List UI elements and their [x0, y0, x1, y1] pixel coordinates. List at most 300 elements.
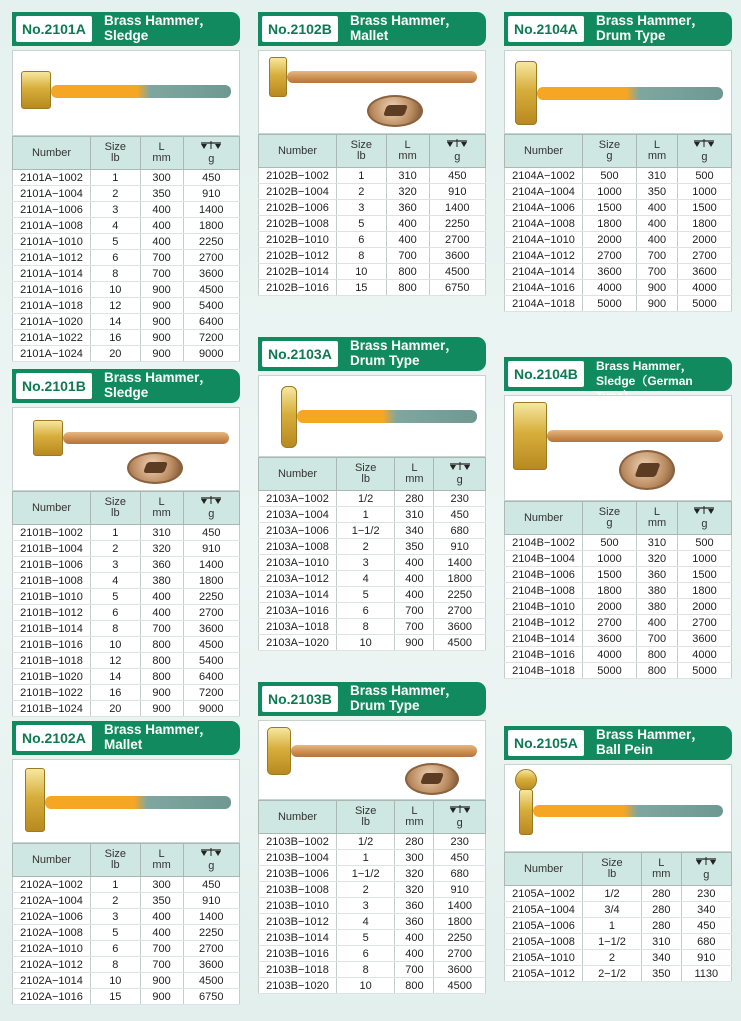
col-length: L mm	[395, 801, 434, 834]
cell-number: 2103B−1016	[259, 946, 337, 962]
cell-length: 340	[395, 523, 434, 539]
cell-number: 2102B−1012	[259, 248, 337, 264]
product-header	[12, 369, 240, 403]
cell-weight: 3600	[429, 248, 485, 264]
cell-length: 280	[641, 902, 681, 918]
product-title: Brass Hammer，Mallet	[104, 722, 213, 752]
table-row	[505, 535, 732, 551]
cell-length: 900	[140, 989, 183, 1005]
cell-weight: 2700	[429, 232, 485, 248]
cell-size: 1	[91, 170, 141, 186]
table-row	[505, 168, 732, 184]
table-row	[505, 886, 732, 902]
cell-size: 5	[337, 587, 395, 603]
cell-length: 400	[386, 216, 429, 232]
cell-size: 3	[91, 202, 141, 218]
cell-weight: 3600	[677, 631, 731, 647]
cell-number: 2102A−1014	[13, 973, 91, 989]
cell-number: 2103B−1008	[259, 882, 337, 898]
cell-length: 380	[636, 599, 677, 615]
product-title: Brass Hammer，Drum Type	[350, 338, 459, 368]
cell-number: 2102A−1010	[13, 941, 91, 957]
product-number: No.2101A	[16, 16, 92, 42]
cell-number: 2103B−1014	[259, 930, 337, 946]
end-view-icon	[367, 95, 423, 127]
cell-length: 400	[140, 589, 183, 605]
product-number: No.2104A	[508, 16, 584, 42]
cell-size: 1/2	[337, 491, 395, 507]
product-header	[258, 337, 486, 371]
cell-number: 2105A−1002	[505, 886, 583, 902]
weight-unit: g	[454, 151, 461, 163]
cell-length: 800	[636, 663, 677, 679]
cell-length: 310	[140, 525, 183, 541]
spec-table	[258, 800, 486, 994]
cell-weight: 680	[681, 934, 731, 950]
cell-weight: 910	[183, 541, 239, 557]
col-number: Number	[259, 135, 337, 168]
cell-size: 4000	[583, 647, 637, 663]
cell-weight: 500	[677, 168, 731, 184]
cell-size: 3600	[583, 264, 637, 280]
cell-length: 300	[395, 850, 434, 866]
cell-weight: 3600	[434, 619, 486, 635]
cell-length: 310	[641, 934, 681, 950]
cell-weight: 1800	[183, 573, 239, 589]
cell-length: 350	[140, 893, 183, 909]
table-row	[259, 882, 486, 898]
col-weight	[434, 458, 486, 491]
table-row	[259, 946, 486, 962]
cell-number: 2102A−1004	[13, 893, 91, 909]
cell-weight: 500	[677, 535, 731, 551]
cell-weight: 2700	[183, 605, 239, 621]
cell-number: 2104A−1004	[505, 184, 583, 200]
scale-icon	[446, 139, 468, 149]
cell-weight: 450	[429, 168, 485, 184]
cell-length: 400	[140, 605, 183, 621]
table-row	[259, 587, 486, 603]
cell-size: 2	[337, 539, 395, 555]
cell-number: 2103A−1014	[259, 587, 337, 603]
table-row	[505, 184, 732, 200]
cell-length: 280	[395, 491, 434, 507]
table-row	[13, 701, 240, 717]
cell-length: 340	[641, 950, 681, 966]
cell-weight: 7200	[183, 685, 239, 701]
cell-number: 2101A−1014	[13, 266, 91, 282]
cell-size: 3	[91, 909, 141, 925]
cell-number: 2103B−1018	[259, 962, 337, 978]
cell-size: 6	[337, 946, 395, 962]
cell-length: 320	[386, 184, 429, 200]
col-length: L mm	[395, 458, 434, 491]
col-weight	[434, 801, 486, 834]
cell-weight: 910	[183, 186, 239, 202]
cell-weight: 4000	[677, 280, 731, 296]
cell-number: 2104A−1012	[505, 248, 583, 264]
table-row	[259, 914, 486, 930]
cell-weight: 2250	[429, 216, 485, 232]
cell-length: 360	[395, 914, 434, 930]
cell-number: 2102A−1002	[13, 877, 91, 893]
cell-length: 300	[140, 877, 183, 893]
cell-weight: 910	[183, 893, 239, 909]
cell-size: 5	[91, 925, 141, 941]
cell-number: 2103B−1006	[259, 866, 337, 882]
cell-size: 500	[583, 168, 637, 184]
col-size: Size lb	[91, 137, 141, 170]
cell-number: 2101B−1014	[13, 621, 91, 637]
product-title: Brass Hammer，Mallet	[350, 13, 459, 43]
cell-size: 4000	[583, 280, 637, 296]
cell-weight: 9000	[183, 346, 239, 362]
cell-size: 3	[337, 555, 395, 571]
cell-size: 2000	[583, 232, 637, 248]
cell-number: 2101A−1016	[13, 282, 91, 298]
cell-number: 2104A−1016	[505, 280, 583, 296]
product-title: Brass Hammer，Drum Type	[350, 683, 459, 713]
cell-size: 8	[337, 248, 387, 264]
table-row	[505, 200, 732, 216]
cell-weight: 1400	[183, 557, 239, 573]
table-row	[259, 200, 486, 216]
table-row	[505, 264, 732, 280]
end-view-icon	[619, 450, 675, 490]
cell-number: 2103A−1008	[259, 539, 337, 555]
table-row	[505, 567, 732, 583]
spec-table	[504, 134, 732, 312]
cell-size: 2	[337, 184, 387, 200]
cell-weight: 450	[183, 525, 239, 541]
product-number: No.2104B	[508, 361, 584, 387]
cell-length: 310	[395, 507, 434, 523]
cell-weight: 6400	[183, 669, 239, 685]
cell-size: 3	[337, 200, 387, 216]
cell-weight: 910	[434, 882, 486, 898]
table-row	[505, 934, 732, 950]
cell-weight: 2700	[183, 250, 239, 266]
col-number: Number	[13, 844, 91, 877]
cell-number: 2104A−1014	[505, 264, 583, 280]
cell-length: 800	[140, 653, 183, 669]
product-number: No.2101B	[16, 373, 92, 399]
scale-icon	[695, 857, 717, 867]
table-row	[505, 902, 732, 918]
table-row	[259, 930, 486, 946]
product-2103A	[258, 337, 486, 651]
cell-size: 1800	[583, 216, 637, 232]
hammer-image	[12, 759, 240, 843]
cell-length: 360	[140, 557, 183, 573]
cell-length: 900	[395, 635, 434, 651]
col-size: Size lb	[337, 135, 387, 168]
cell-length: 400	[395, 930, 434, 946]
cell-length: 700	[636, 264, 677, 280]
cell-weight: 3600	[677, 264, 731, 280]
cell-size: 2700	[583, 248, 637, 264]
cell-number: 2103A−1012	[259, 571, 337, 587]
product-number: No.2103A	[262, 341, 338, 367]
cell-size: 20	[91, 346, 141, 362]
table-row	[13, 234, 240, 250]
cell-weight: 2700	[434, 946, 486, 962]
cell-length: 700	[636, 631, 677, 647]
cell-length: 400	[140, 234, 183, 250]
col-number: Number	[505, 135, 583, 168]
table-row	[13, 202, 240, 218]
cell-length: 400	[636, 216, 677, 232]
col-weight	[681, 853, 731, 886]
table-row	[259, 280, 486, 296]
cell-size: 3	[91, 557, 141, 573]
scale-icon	[449, 805, 471, 815]
table-row	[13, 957, 240, 973]
product-title: Brass Hammer，Sledge（German	[596, 359, 693, 388]
cell-size: 2	[91, 541, 141, 557]
cell-size: 2	[91, 893, 141, 909]
col-number: Number	[259, 801, 337, 834]
cell-size: 6	[91, 941, 141, 957]
table-row	[505, 647, 732, 663]
col-length: L mm	[641, 853, 681, 886]
cell-number: 2101A−1008	[13, 218, 91, 234]
cell-length: 400	[140, 909, 183, 925]
product-title: Brass Hammer，Sledge	[104, 13, 213, 43]
cell-number: 2103A−1002	[259, 491, 337, 507]
cell-weight: 2700	[434, 603, 486, 619]
col-length: L mm	[140, 492, 183, 525]
cell-weight: 450	[183, 170, 239, 186]
spec-table	[504, 501, 732, 679]
product-2104A	[504, 12, 732, 312]
table-row	[13, 525, 240, 541]
cell-size: 1/2	[583, 886, 642, 902]
cell-number: 2104A−1018	[505, 296, 583, 312]
hammer-image	[504, 395, 732, 501]
table-row	[505, 631, 732, 647]
cell-length: 400	[140, 202, 183, 218]
cell-size: 1000	[583, 551, 637, 567]
cell-length: 360	[386, 200, 429, 216]
cell-size: 3600	[583, 631, 637, 647]
cell-size: 16	[91, 330, 141, 346]
cell-size: 1	[337, 507, 395, 523]
cell-size: 5	[337, 216, 387, 232]
cell-size: 1800	[583, 583, 637, 599]
cell-size: 2700	[583, 615, 637, 631]
cell-weight: 2700	[677, 248, 731, 264]
weight-unit: g	[208, 153, 215, 165]
cell-size: 1500	[583, 567, 637, 583]
cell-length: 700	[140, 941, 183, 957]
product-header	[504, 357, 732, 391]
table-row	[259, 619, 486, 635]
cell-weight: 2000	[677, 232, 731, 248]
table-row	[13, 893, 240, 909]
cell-length: 350	[641, 966, 681, 982]
cell-number: 2104B−1008	[505, 583, 583, 599]
cell-length: 300	[140, 170, 183, 186]
cell-length: 900	[636, 296, 677, 312]
cell-length: 900	[140, 346, 183, 362]
col-number: Number	[13, 492, 91, 525]
cell-length: 700	[140, 250, 183, 266]
cell-weight: 1500	[677, 567, 731, 583]
table-row	[505, 551, 732, 567]
cell-number: 2102B−1006	[259, 200, 337, 216]
cell-weight: 450	[434, 507, 486, 523]
table-row	[13, 637, 240, 653]
cell-size: 14	[91, 669, 141, 685]
table-row	[13, 589, 240, 605]
table-row	[259, 507, 486, 523]
cell-size: 8	[337, 619, 395, 635]
cell-weight: 1000	[677, 551, 731, 567]
scale-icon	[200, 496, 222, 506]
scale-icon	[449, 462, 471, 472]
cell-size: 1−1/2	[337, 523, 395, 539]
table-row	[259, 168, 486, 184]
cell-size: 1−1/2	[583, 934, 642, 950]
cell-weight: 3600	[434, 962, 486, 978]
table-row	[13, 186, 240, 202]
cell-number: 2101B−1016	[13, 637, 91, 653]
cell-number: 2104A−1008	[505, 216, 583, 232]
cell-size: 2	[91, 186, 141, 202]
cell-number: 2101B−1018	[13, 653, 91, 669]
spec-table	[258, 134, 486, 296]
cell-weight: 910	[681, 950, 731, 966]
cell-weight: 1800	[434, 571, 486, 587]
cell-weight: 1800	[677, 216, 731, 232]
cell-size: 8	[337, 962, 395, 978]
cell-number: 2105A−1006	[505, 918, 583, 934]
cell-length: 280	[641, 886, 681, 902]
cell-number: 2104A−1006	[505, 200, 583, 216]
cell-weight: 4500	[429, 264, 485, 280]
table-row	[505, 615, 732, 631]
cell-length: 310	[636, 168, 677, 184]
cell-size: 3	[337, 898, 395, 914]
table-row	[259, 834, 486, 850]
cell-length: 400	[636, 232, 677, 248]
cell-length: 800	[636, 647, 677, 663]
table-row	[505, 583, 732, 599]
weight-unit: g	[208, 508, 215, 520]
cell-number: 2104B−1004	[505, 551, 583, 567]
cell-weight: 230	[681, 886, 731, 902]
cell-weight: 6400	[183, 314, 239, 330]
cell-number: 2101B−1004	[13, 541, 91, 557]
cell-weight: 1800	[434, 914, 486, 930]
cell-number: 2104B−1002	[505, 535, 583, 551]
table-row	[505, 296, 732, 312]
col-weight	[429, 135, 485, 168]
col-number: Number	[259, 458, 337, 491]
weight-unit: g	[701, 518, 708, 530]
cell-number: 2101A−1002	[13, 170, 91, 186]
hammer-image	[12, 50, 240, 136]
product-header	[12, 721, 240, 755]
cell-size: 4	[91, 573, 141, 589]
cell-weight: 2700	[183, 941, 239, 957]
cell-number: 2102B−1010	[259, 232, 337, 248]
cell-number: 2104A−1002	[505, 168, 583, 184]
table-row	[259, 184, 486, 200]
cell-weight: 5400	[183, 653, 239, 669]
cell-number: 2101B−1024	[13, 701, 91, 717]
table-row	[13, 685, 240, 701]
table-row	[259, 898, 486, 914]
cell-weight: 1400	[429, 200, 485, 216]
cell-size: 2−1/2	[583, 966, 642, 982]
cell-length: 320	[636, 551, 677, 567]
cell-weight: 3600	[183, 957, 239, 973]
cell-number: 2103A−1016	[259, 603, 337, 619]
table-row	[259, 603, 486, 619]
col-weight	[183, 844, 239, 877]
cell-weight: 1130	[681, 966, 731, 982]
table-row	[13, 266, 240, 282]
cell-weight: 4500	[434, 635, 486, 651]
cell-size: 15	[91, 989, 141, 1005]
product-title: Brass Hammer，Drum Type	[596, 13, 705, 43]
cell-weight: 4500	[183, 973, 239, 989]
cell-size: 16	[91, 685, 141, 701]
cell-length: 700	[140, 266, 183, 282]
table-row	[13, 621, 240, 637]
cell-number: 2101A−1010	[13, 234, 91, 250]
cell-length: 280	[395, 834, 434, 850]
cell-length: 700	[140, 621, 183, 637]
cell-length: 700	[636, 248, 677, 264]
cell-length: 800	[395, 978, 434, 994]
cell-weight: 4000	[677, 647, 731, 663]
col-size: Size lb	[91, 492, 141, 525]
cell-weight: 2250	[183, 589, 239, 605]
cell-number: 2101B−1006	[13, 557, 91, 573]
cell-length: 400	[395, 587, 434, 603]
cell-size: 15	[337, 280, 387, 296]
hammer-image	[12, 407, 240, 491]
cell-number: 2103A−1010	[259, 555, 337, 571]
table-row	[505, 248, 732, 264]
cell-length: 360	[395, 898, 434, 914]
cell-length: 900	[140, 685, 183, 701]
cell-number: 2102B−1004	[259, 184, 337, 200]
table-row	[505, 950, 732, 966]
cell-number: 2101A−1006	[13, 202, 91, 218]
table-row	[13, 605, 240, 621]
cell-weight: 3600	[183, 266, 239, 282]
product-header	[504, 726, 732, 760]
cell-size: 1	[91, 877, 141, 893]
table-row	[505, 918, 732, 934]
cell-length: 900	[140, 701, 183, 717]
cell-weight: 1500	[677, 200, 731, 216]
cell-size: 5000	[583, 663, 637, 679]
cell-length: 800	[386, 264, 429, 280]
col-length: L mm	[386, 135, 429, 168]
cell-size: 3/4	[583, 902, 642, 918]
cell-length: 320	[395, 866, 434, 882]
cell-weight: 6750	[183, 989, 239, 1005]
table-row	[505, 663, 732, 679]
table-row	[13, 557, 240, 573]
table-row	[13, 925, 240, 941]
product-title: Brass Hammer，Ball Pein	[596, 727, 705, 757]
